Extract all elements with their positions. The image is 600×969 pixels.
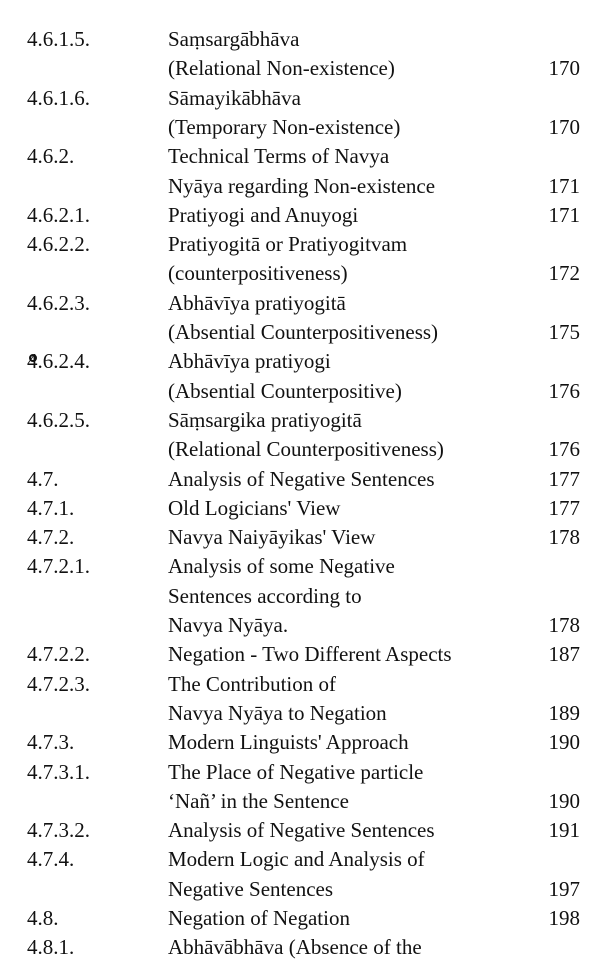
entry-number: 4.7. [27,466,59,491]
entry-number: 4.6.2.1. [27,202,90,227]
entry-page-number: 198 [548,906,580,930]
entry-title-line: Nyāya regarding Non-existence [168,173,436,198]
entry-title-line: Sāṃsargika pratiyogitā [168,407,362,432]
entry-title-line: The Contribution of [168,671,336,696]
entry-page-number: 171 [548,202,580,227]
entry-title-line: Analysis of some Negative [168,554,395,579]
entry-title-line: Old Logicians' View [168,495,341,520]
entry-page-number: 190 [548,730,580,755]
entry-page-number: 177 [548,495,580,520]
entry-title-line: (counterpositiveness) [168,261,348,286]
entry-title-line: Pratiyogi and Anuyogi [168,202,359,227]
entry-page-number: 176 [548,437,580,462]
entry-number: 4.6.1.6. [27,85,90,110]
entry-title-line: Modern Logic and Analysis of [168,847,425,872]
entry-page-number: 177 [548,466,580,491]
entry-title-line: Abhāvīya pratiyogi [168,349,331,374]
entry-page-number: 190 [548,788,580,813]
entry-page-number: 187 [548,642,580,667]
entry-page-number: 176 [548,378,580,403]
entry-title-line: (Absential Counterpositiveness) [168,320,439,344]
entry-number: 4.6.2.2. [27,232,90,257]
entry-number: 4.8.1. [27,935,75,960]
entry-title-line: Negation - Two Different Aspects [168,642,452,667]
entry-title-line: Negation of Negation [168,906,350,930]
entry-title-line: Negative Sentences [168,876,334,901]
entry-number: 4.7.1. [27,495,75,520]
entry-number: 4.6.2.5. [27,407,90,432]
entry-title-line: Sāmayikābhāva [168,85,301,110]
entry-number: 4.7.2.1. [27,554,90,579]
entry-number: 4.7.3. [27,730,75,755]
entry-number: 4.7.2.3. [27,671,90,696]
entry-title-line: Analysis of Negative Sentences [168,466,435,491]
entry-title-line: Navya Naiyāyikas' View [168,525,376,550]
entry-number: 4.7.3.2. [27,818,90,843]
entry-title-line: (Absential Counterpositive) [168,378,402,403]
entry-title-line: Technical Terms of Navya [168,144,390,169]
entry-title-line: ‘Nañ’ in the Sentence [168,788,349,813]
ink-speck [29,354,37,362]
entry-title-line: (Temporary Non-existence) [168,114,401,139]
entry-page-number: 178 [548,613,580,637]
entry-title-line: Navya Nyāya. [168,613,289,637]
entry-title-line: The Place of Negative particle [168,759,424,784]
entry-page-number: 172 [548,261,580,286]
entry-page-number: 175 [548,320,580,344]
entry-number: 4.7.3.1. [27,759,90,784]
entry-title-line: Sentences according to [168,583,362,608]
entry-title-line: Abhāvābhāva (Absence of the [168,935,422,960]
entry-page-number: 178 [548,525,580,550]
entry-number: 4.8. [27,906,59,930]
entry-title-line: (Relational Counterpositiveness) [168,437,444,462]
entry-title-line: Abhāvīya pratiyogitā [168,290,346,315]
entry-number: 4.7.2. [27,525,75,550]
entry-page-number: 189 [548,700,580,725]
entry-page-number: 191 [548,818,580,843]
entry-number: 4.6.1.5. [27,27,90,51]
entry-number: 4.7.2.2. [27,642,90,667]
entry-page-number: 197 [548,876,580,901]
entry-number: 4.6.2.4. [27,349,90,374]
entry-number: 4.7.4. [27,847,75,872]
entry-title-line: Saṃsargābhāva [168,27,300,51]
entry-number: 4.6.2. [27,144,75,169]
entry-title-line: (Relational Non-existence) [168,56,395,81]
entry-page-number: 170 [548,56,580,81]
entry-page-number: 170 [548,114,580,139]
entry-title-line: Navya Nyāya to Negation [168,700,387,725]
entry-title-line: Pratiyogitā or Pratiyogitvam [168,232,408,257]
entry-number: 4.6.2.3. [27,290,90,315]
entry-title-line: Modern Linguists' Approach [168,730,409,755]
entry-title-line: Analysis of Negative Sentences [168,818,435,843]
entry-page-number: 171 [548,173,580,198]
